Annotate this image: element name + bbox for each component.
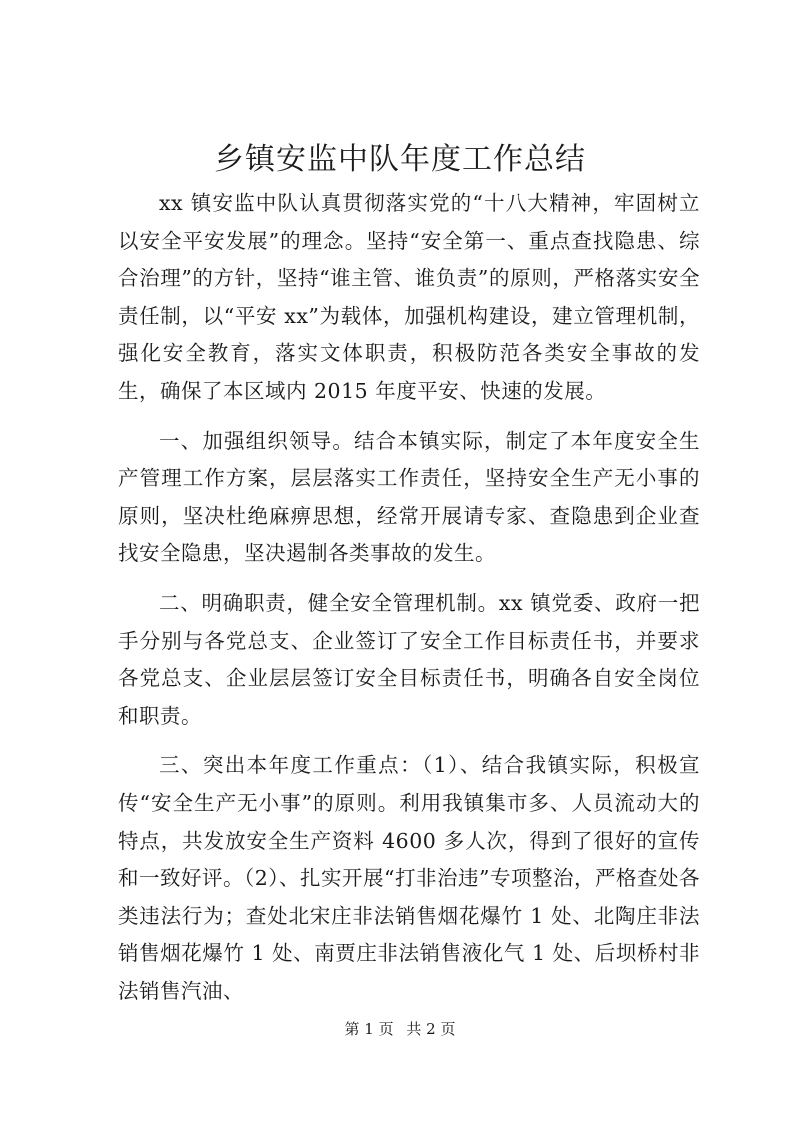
paragraph-section-3: 三、突出本年度工作重点：（1）、结合我镇实际，积极宣传“安全生产无小事”的原则。利用我镇集市多、人员流动大的特点，共发放安全生产资料 4600 多人次，得到了很好的宣传和一致好评。（2）、扎实开展“打非治违”专项整治，严格查处各类违法行为；查处北宋庄非法销售烟花爆竹 1 处、北陶庄非法销售烟花爆竹 1 处、南贾庄非法销售液化气 1 处、后坝桥村非法销售汽油、 bbox=[118, 753, 701, 1003]
page-count: 共 2 页 bbox=[406, 1020, 456, 1038]
page-number: 第 1 页 bbox=[344, 1020, 394, 1038]
document-title: 乡镇安监中队年度工作总结 bbox=[214, 142, 586, 177]
document-body bbox=[118, 185, 700, 1022]
paragraph-section-2: 二、明确职责，健全安全管理机制。xx 镇党委、政府一把手分别与各党总支、企业签订了安全工作目标责任书，并要求各党总支、企业层层签订安全目标责任书，明确各自安全岗位和职责。 bbox=[118, 590, 700, 728]
paragraph-section-1: 一、加强组织领导。结合本镇实际，制定了本年度安全生产管理工作方案，层层落实工作责任，坚持安全生产无小事的原则，坚决杜绝麻痹思想，经常开展请专家、查隐患到企业查找安全隐患，坚决遏制各类事故的发生。 bbox=[118, 428, 700, 566]
page-footer bbox=[0, 1018, 800, 1040]
paragraph-intro: xx 镇安监中队认真贯彻落实党的“十八大精神，牢固树立以安全平安发展”的理念。坚持“安全第一、重点查找隐患、综合治理”的方针，坚持“谁主管、谁负责”的原则，严格落实安全责任制，以“平安 xx”为载体，加强机构建设，建立管理机制，强化安全教育，落实文体职责，积极防范各类安全事故的发生，确保了本区域内 2015 年度平安、快速的发展。 bbox=[118, 191, 700, 403]
